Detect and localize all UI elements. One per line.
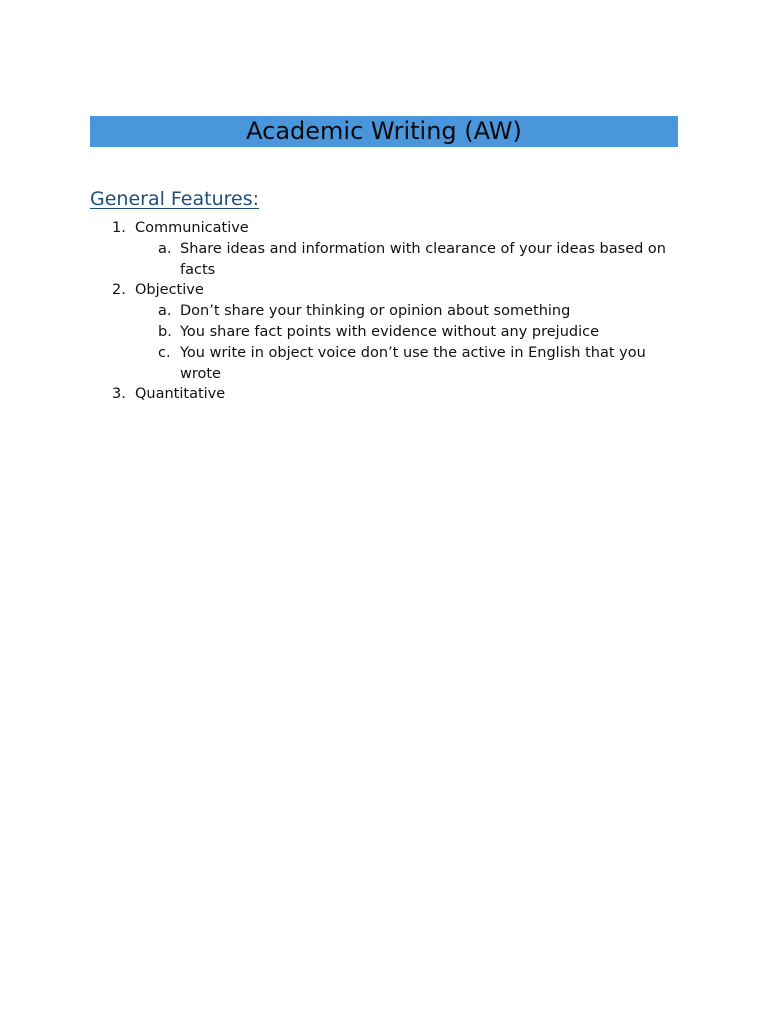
- sub-list-item-text: You write in object voice don’t use the active in English that you wrote: [180, 344, 646, 382]
- sub-list-item: [90, 301, 678, 322]
- sub-list-item-text: You share fact points with evidence without any prejudice: [180, 323, 600, 340]
- list-item-text: Quantitative: [135, 386, 226, 403]
- title-banner: [90, 116, 678, 147]
- sub-list-item-letter: c.: [158, 344, 171, 361]
- list-item: [90, 218, 678, 239]
- section-heading: General Features:: [90, 188, 260, 210]
- sub-list-item: [90, 322, 678, 343]
- sub-list-item-letter: a.: [158, 303, 172, 320]
- list-item-number: 1.: [112, 220, 126, 236]
- list-item-number: 2.: [112, 282, 126, 299]
- list-item-text: Communicative: [135, 220, 249, 236]
- list-item-number: 3.: [112, 386, 126, 403]
- feature-outline: [90, 218, 678, 405]
- sub-list-item-letter: b.: [158, 323, 172, 340]
- sub-list-item-letter: a.: [158, 240, 172, 257]
- document-title: Academic Writing (AW): [246, 117, 522, 145]
- sub-list-item: [90, 239, 678, 281]
- list-item: [90, 280, 678, 301]
- sub-list-item: [90, 343, 678, 385]
- list-item: [90, 384, 678, 405]
- sub-list-item-text: Don’t share your thinking or opinion about something: [180, 303, 571, 320]
- sub-list-item-text: Share ideas and information with clearance of your ideas based on facts: [180, 240, 666, 278]
- list-item-text: Objective: [135, 282, 204, 299]
